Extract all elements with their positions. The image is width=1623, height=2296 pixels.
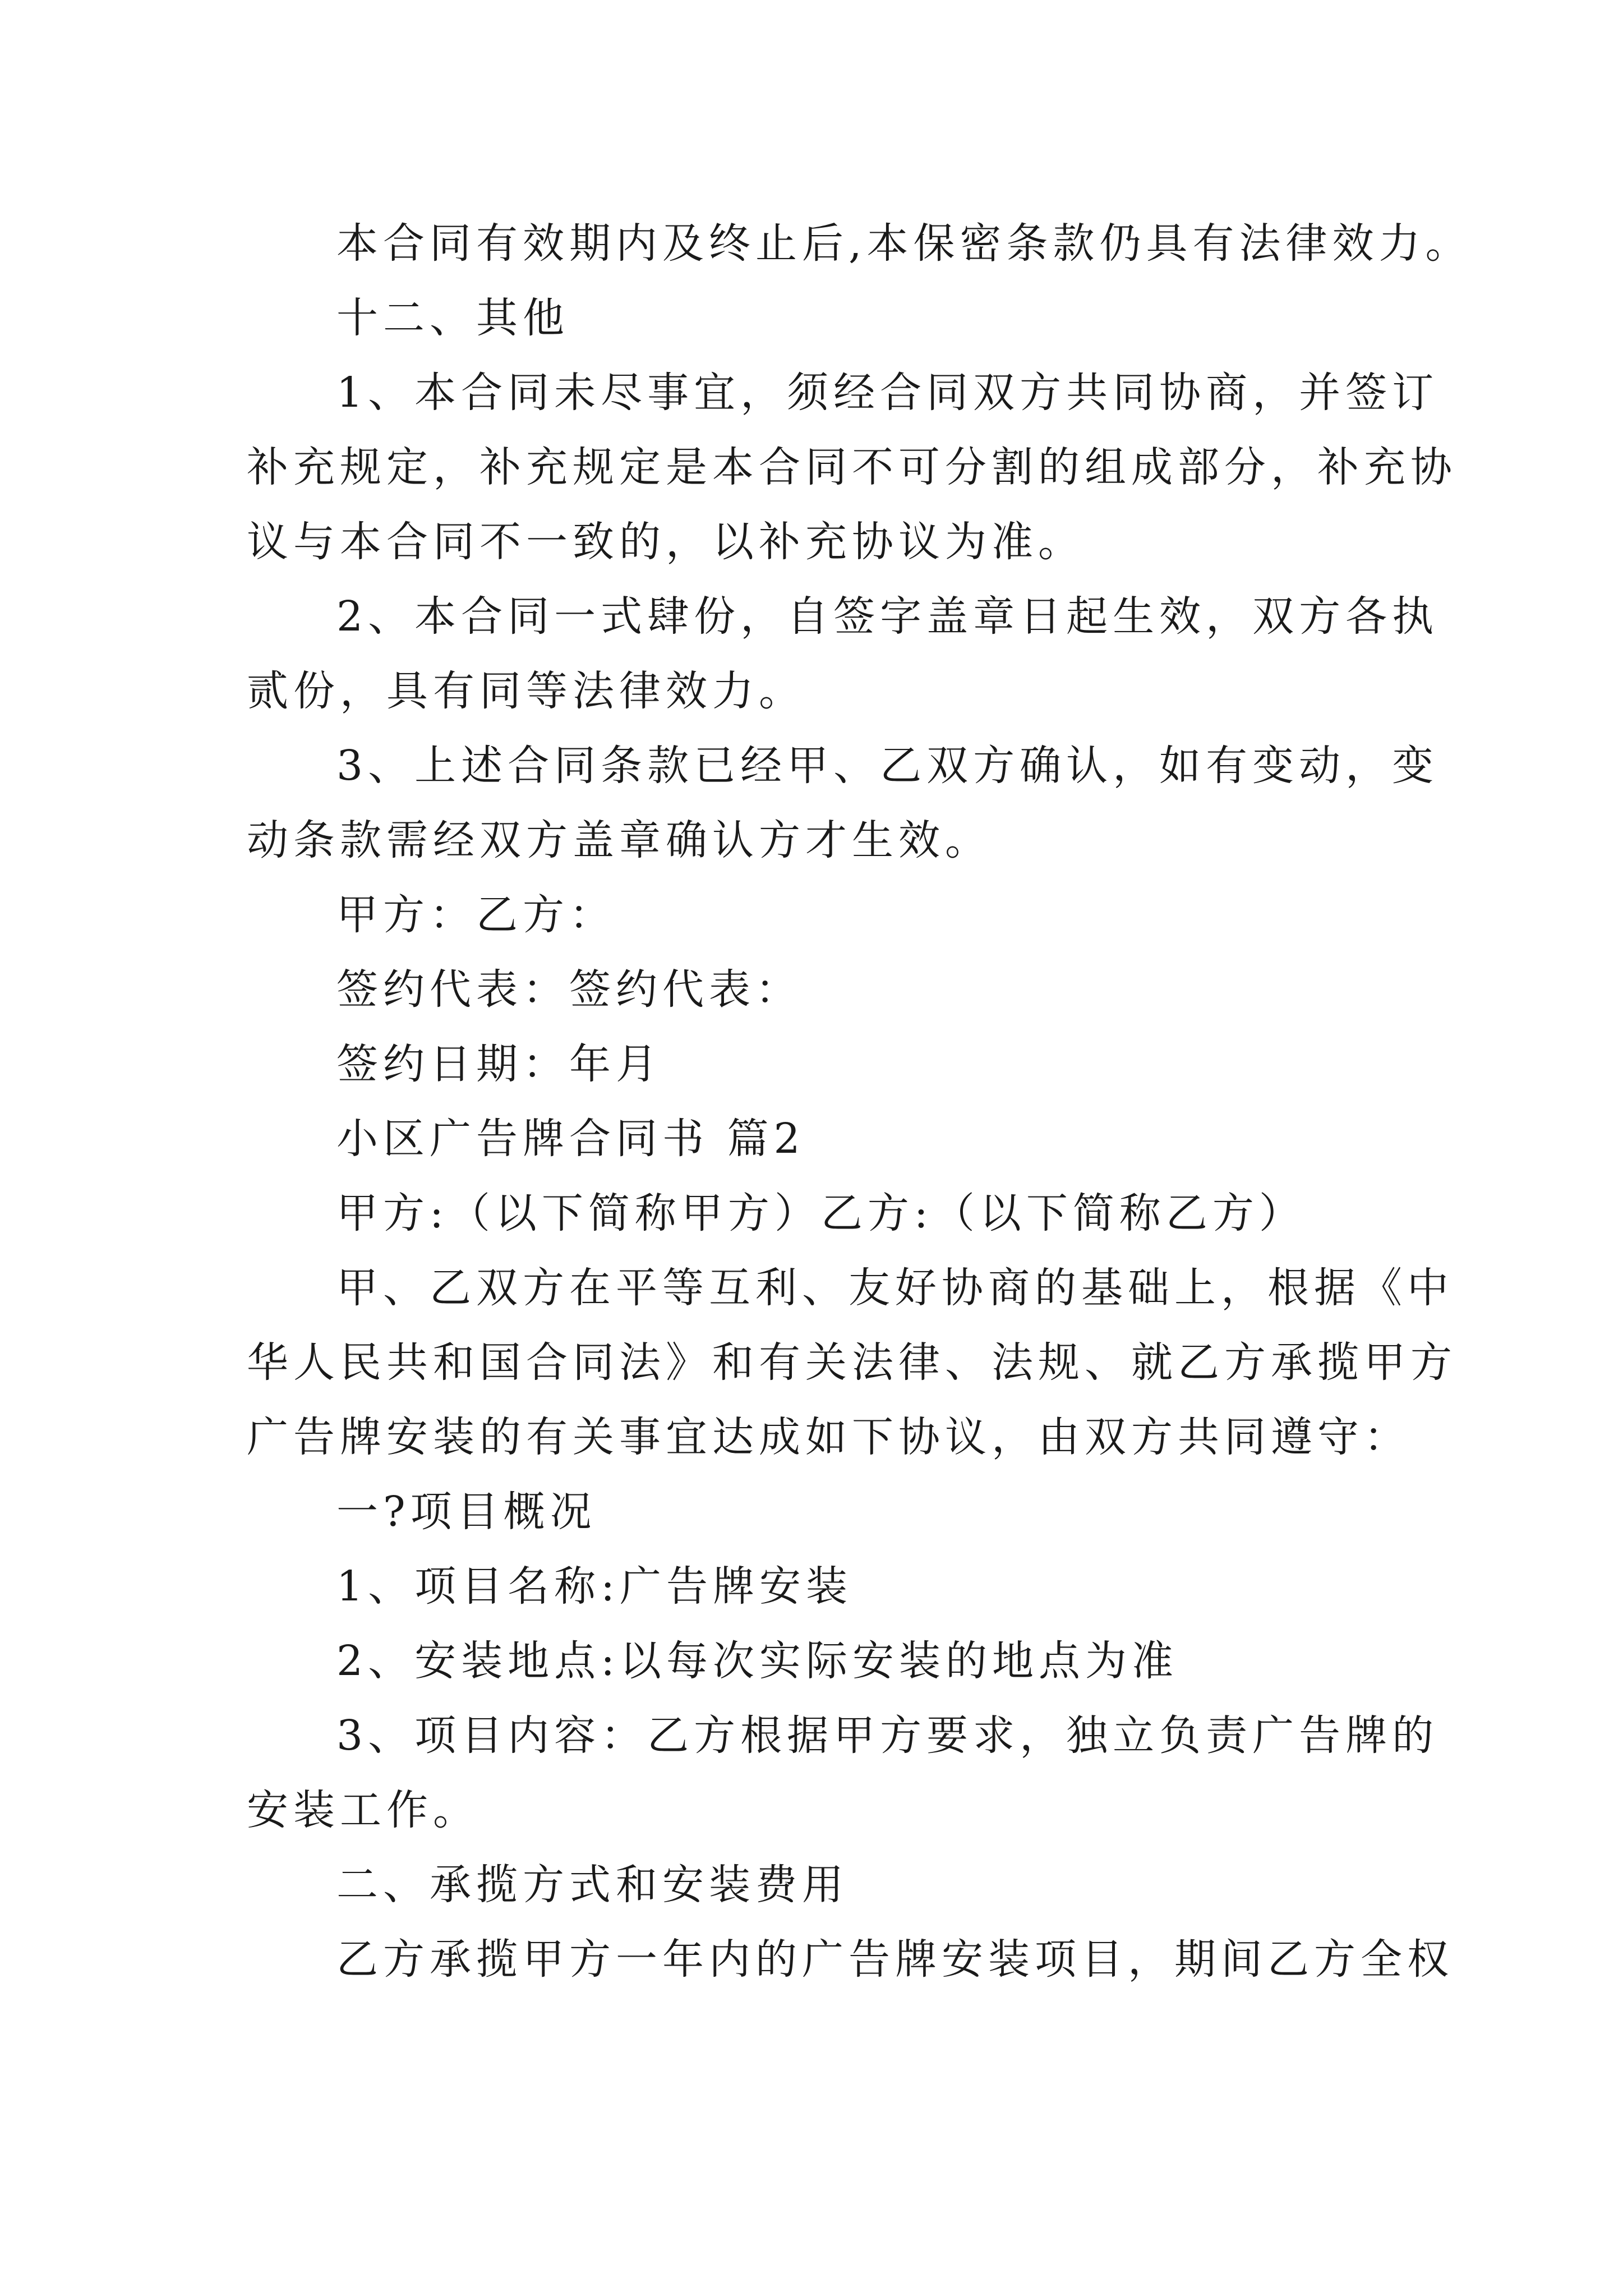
text-line: 广告牌安装的有关事宜达成如下协议，由双方共同遵守： — [247, 1413, 1410, 1461]
text-line: 甲、乙双方在平等互利、友好协商的基础上，根据《中 — [336, 1264, 1454, 1312]
section-heading: 十二、其他 — [336, 294, 569, 342]
text-line: 1、项目名称:广告牌安装 — [336, 1562, 853, 1611]
text-line: 2、本合同一式肆份，自签字盖章日起生效，双方各执 — [336, 592, 1439, 641]
document-title: 小区广告牌合同书 篇2 — [336, 1115, 805, 1163]
text-line: 动条款需经双方盖章确认方才生效。 — [247, 816, 992, 864]
signature-date-line: 签约日期：年月 — [336, 1040, 662, 1088]
section-heading: 二、承揽方式和安装费用 — [336, 1861, 849, 1909]
signature-party-line: 甲方：乙方： — [336, 891, 616, 939]
text-line: 华人民共和国合同法》和有关法律、法规、就乙方承揽甲方 — [247, 1338, 1457, 1387]
text-line: 议与本合同不一致的，以补充协议为准。 — [247, 518, 1085, 566]
section-heading: 一?项目概况 — [336, 1488, 597, 1536]
signature-representative-line: 签约代表：签约代表： — [336, 965, 802, 1014]
text-line: 2、安装地点:以每次实际安装的地点为准 — [336, 1637, 1179, 1685]
text-line: 1、本合同未尽事宜，须经合同双方共同协商，并签订 — [336, 369, 1439, 417]
text-line: 乙方承揽甲方一年内的广告牌安装项目，期间乙方全权 — [336, 1935, 1454, 1984]
text-line: 贰份，具有同等法律效力。 — [247, 667, 805, 715]
text-line: 补充规定，补充规定是本合同不可分割的组成部分，补充协 — [247, 443, 1457, 491]
text-line: 本合同有效期内及终止后,本保密条款仍具有法律效力。 — [336, 219, 1472, 268]
parties-line: 甲方:（以下简称甲方）乙方:（以下简称乙方） — [336, 1189, 1306, 1237]
text-line: 安装工作。 — [247, 1786, 479, 1834]
text-line: 3、上述合同条款已经甲、乙双方确认，如有变动，变 — [336, 742, 1439, 790]
text-line: 3、项目内容：乙方根据甲方要求，独立负责广告牌的 — [336, 1711, 1439, 1760]
